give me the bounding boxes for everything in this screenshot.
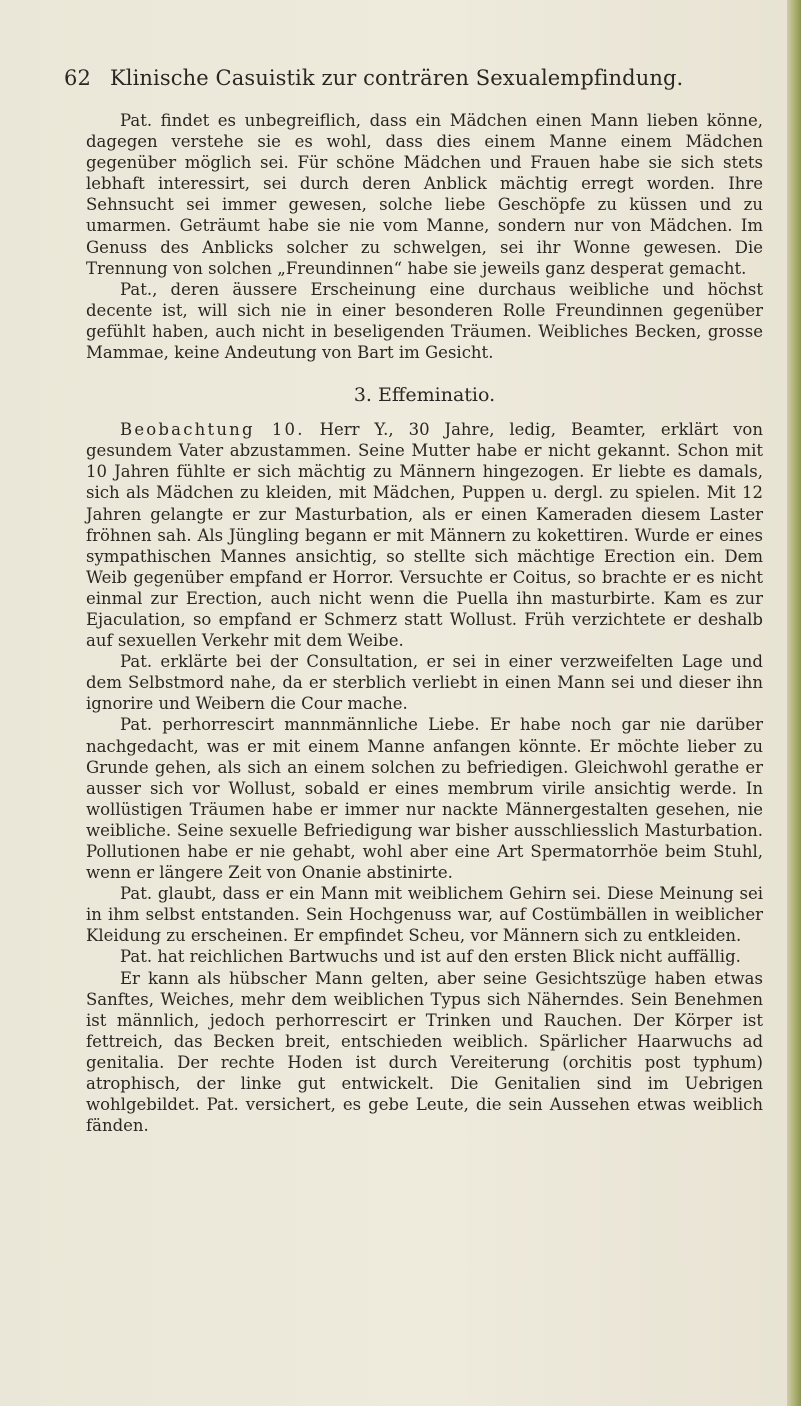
paragraph-continued: Pat. findet es unbegreiflich, dass ein Mädchen einen Mann lieben könne, dagegen verstehe sie es wohl, dass dies einem Manne einem Mädchen gegenüber möglich sei. Für schöne Mädchen und Frauen habe sie sich stets lebhaft interessirt, sei durch deren Anblick mächtig erregt worden. Ihre Sehnsucht sei immer gewesen, solche liebe Geschöpfe zu küssen und zu umarmen. Geträumt habe sie nie vom Manne, sondern nur von Mädchen. Im Genuss des Anblicks solcher zu schwelgen, sei ihr Wonne gewesen. Die Trennung von solchen „Freundinnen“ habe sie jeweils ganz desperat gemacht. — [86, 111, 763, 278]
paragraph: Pat., deren äussere Erscheinung eine durchaus weibliche und höchst decente ist, will sich nie in einer besonderen Rolle Freundinnen gegenüber gefühlt haben, auch nicht in beseligenden Träumen. Weibliches Becken, grosse Mammae, keine Andeutung von Bart im Gesicht. — [86, 279, 763, 363]
paragraph: Pat. perhorrescirt mannmännliche Liebe. Er habe noch gar nie darüber nachgedacht, was er mit einem Manne anfangen könnte. Er möchte lieber zu Grunde gehen, als sich an einem solchen zu befriedigen. Gleichwohl gerathe er ausser sich vor Wollust, sobald er eines membrum virile ansichtig werde. In wollüstigen Träumen habe er immer nur nackte Männergestalten gesehen, nie weibliche. Seine sexuelle Befriedigung war bisher ausschliesslich Masturbation. Pollutionen habe er nie gehabt, wohl aber eine Art Spermatorrhöe beim Stuhl, wenn er längere Zeit von Onanie abstinirte. — [86, 715, 763, 883]
section-heading: 3. Effeminatio. — [353, 384, 496, 407]
page-number: 62 — [64, 66, 91, 90]
paragraph: Er kann als hübscher Mann gelten, aber seine Gesichtszüge haben etwas Sanftes, Weiches, mehr dem weiblichen Typus sich Näherndes. Sein Benehmen ist männlich, jedoch perhorrescirt er Trinken und Rauchen. Der Körper ist fettreich, das Becken breit, entschieden weiblich. Spärlicher Haarwuchs ad genitalia. Der rechte Hoden ist durch Vereiterung (orchitis post typhum) atrophisch, der linke gut entwickelt. Die Genitalien sind im Uebrigen wohlgebildet. Pat. versichert, es gebe Leute, die sein Aussehen etwas weiblich fänden. — [86, 968, 763, 1136]
observation-text: Herr Y., 30 Jahre, ledig, Beamter, erklärt von gesundem Vater abzustammen. Seine Mutter habe er nicht gekannt. Schon mit 10 Jahren fühlte er sich mächtig zu Männern hingezogen. Er liebte es damals, sich als Mädchen zu kleiden, mit Mädchen, Puppen u. dergl. zu spielen. Mit 12 Jahren gelangte er zur Masturbation, als er einen Kameraden diesem Laster fröhnen sah. Als Jüngling begann er mit Männern zu kokettiren. Wurde er eines sympathischen Mannes ansichtig, so stellte sich mächtige Erection ein. Dem Weib gegenüber empfand er Horror. Versuchte er Coitus, so brachte er es nicht einmal zur Erection, auch nicht wenn die Puella ihn masturbirte. Kam es zur Ejaculation, so empfand er Schmerz statt Wollust. Früh verzichtete er deshalb auf sexuellen Verkehr mit dem Weibe. — [86, 420, 763, 651]
paragraph: Pat. erklärte bei der Consultation, er sei in einer verzweifelten Lage und dem Selbstmord nahe, da er sterblich verliebt in einen Mann sei und dieser ihn ignorire und Weibern die Cour mache. — [86, 652, 763, 714]
observation-paragraph — [86, 419, 763, 651]
body-text — [86, 110, 763, 1136]
paragraph: Pat. glaubt, dass er ein Mann mit weiblichem Gehirn sei. Diese Meinung sei in ihm selbst entstanden. Sein Hochgenuss war, auf Costümbällen in weiblicher Kleidung zu erscheinen. Er empfindet Scheu, vor Männern sich zu entkleiden. — [86, 884, 763, 946]
observation-label: Beobachtung 10. — [120, 420, 305, 440]
running-title: Klinische Casuistik zur conträren Sexualempfindung. — [110, 66, 684, 90]
page-edge-shadow — [787, 0, 801, 1406]
paragraph: Pat. hat reichlichen Bartwuchs und ist auf den ersten Blick nicht auffällig. — [120, 947, 741, 967]
